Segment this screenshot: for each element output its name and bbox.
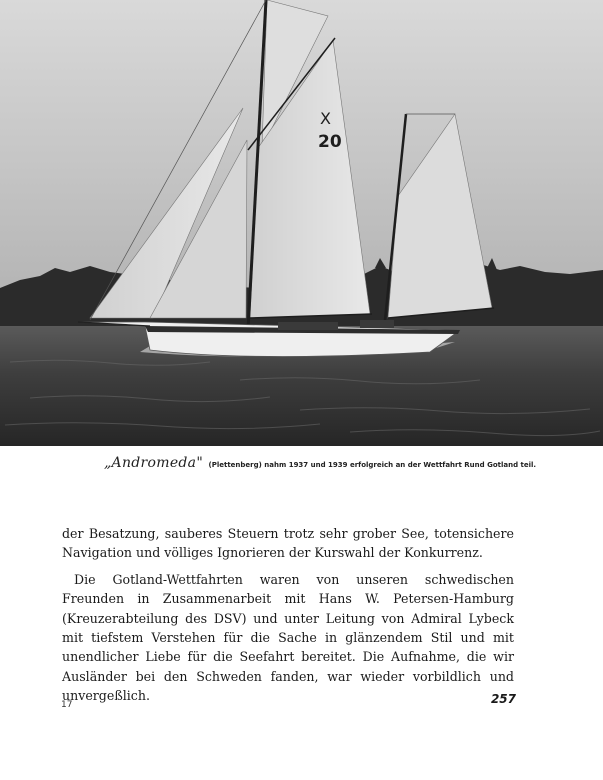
paragraph: der Besatzung, sauberes Steuern trotz sehr grober See, totensichere Navigation und völliges Ignorieren der Kurswahl der Konkurrenz. xyxy=(62,526,514,561)
photo-caption xyxy=(104,455,584,471)
sail-number: 20 xyxy=(318,132,342,152)
page-number: 257 xyxy=(490,692,516,706)
body-text xyxy=(62,524,514,706)
paragraph: Die Gotland-Wettfahrten waren von unseren schwedischen Freunden in Zusammenarbeit mit Hans W. Petersen-Hamburg (Kreuzerabteilung des DSV) und unter Leitung von Admiral Lybeck mit tiefstem Verstehen für die Sache in glänzendem Stil und mit unendlicher Liebe für die Seefahrt bereitet. Die Aufnahme, die wir Ausländer bei den Schweden fanden, war wieder vorbildlich und unvergeßlich. xyxy=(62,571,514,704)
sail-number-letter: X xyxy=(320,109,331,128)
caption-text: (Plettenberg) nahm 1937 und 1939 erfolgreich an der Wettfahrt Rund Gotland teil. xyxy=(208,461,537,469)
signature-mark: 17 xyxy=(61,700,73,710)
boat-name: „Andromeda" xyxy=(104,455,204,471)
